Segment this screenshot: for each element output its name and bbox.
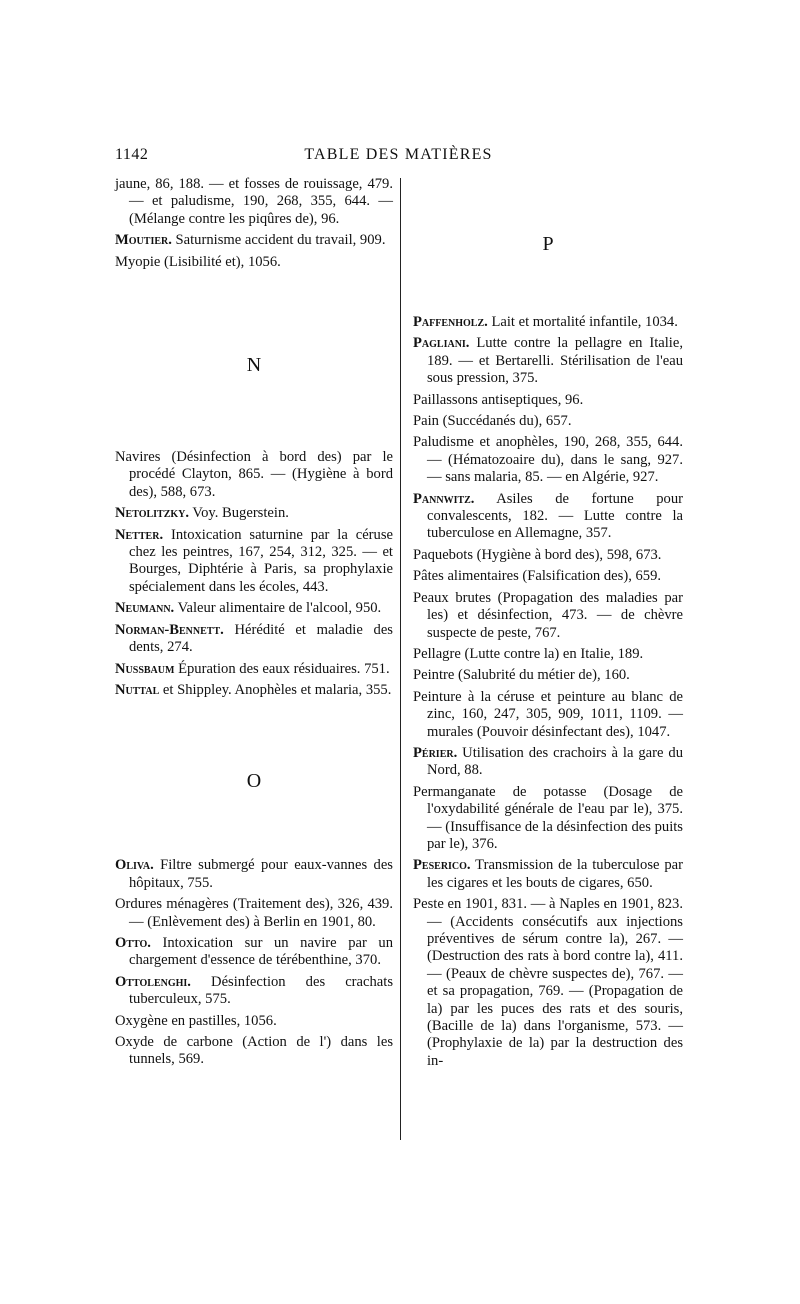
index-entry: Pâtes alimentaires (Falsification des), 659. bbox=[413, 568, 662, 585]
index-entry: Peinture à la céruse et peinture au blanc de zinc, 160, 247, 305, 909, 1011, 1109. — murales (Pouvoir désinfectant des), 1047. bbox=[413, 688, 683, 740]
entries-n bbox=[115, 449, 393, 699]
page-number: 1142 bbox=[115, 146, 149, 163]
index-entry: jaune, 86, 188. — et fosses de rouissage, 479. — et paludisme, 190, 268, 355, 644. — (Mélange contre les piqûres de), 96. bbox=[115, 176, 393, 227]
index-entry: Neumann. Valeur alimentaire de l'alcool, 950. bbox=[115, 600, 382, 617]
index-entry: Ordures ménagères (Traitement des), 326, 439. — (Enlèvement des) à Berlin en 1901, 80. bbox=[115, 896, 393, 930]
index-entry: Peintre (Salubrité du métier de), 160. bbox=[413, 667, 630, 684]
index-entry: Oxygène en pastilles, 1056. bbox=[115, 1012, 277, 1029]
index-entry: Myopie (Lisibilité et), 1056. bbox=[115, 253, 281, 270]
index-entry: Ottolenghi. Désinfection des crachats tuberculeux, 575. bbox=[115, 973, 393, 1008]
right-column bbox=[413, 176, 683, 1074]
index-entry: Paffenholz. Lait et mortalité infantile, 1034. bbox=[413, 314, 678, 330]
left-column bbox=[115, 176, 393, 1073]
running-title: TABLE DES MATIÈRES bbox=[304, 146, 493, 163]
entries-m bbox=[115, 176, 393, 271]
index-entry: Paludisme et anophèles, 190, 268, 355, 644. — (Hématozoaire du), dans le sang, 927. — sans malaria, 85. — en Algérie, 927. bbox=[413, 434, 683, 486]
section-letter-n: N bbox=[246, 354, 262, 377]
entries-o bbox=[115, 857, 393, 1068]
index-entry: Périer. Utilisation des crachoirs à la gare du Nord, 88. bbox=[413, 744, 683, 779]
index-entry: Oxyde de carbone (Action de l') dans les tunnels, 569. bbox=[115, 1033, 393, 1068]
entries-p bbox=[413, 314, 683, 1070]
index-entry: Peaux brutes (Propagation des maladies par les) et désinfection, 473. — de chèvre suspecte de peste, 767. bbox=[413, 589, 683, 641]
section-letter-o: O bbox=[246, 770, 262, 793]
index-entry: Permanganate de potasse (Dosage de l'oxydabilité générale de l'eau par le), 375. — (Insuffisance de la désinfection des puits par le), 376. bbox=[413, 783, 683, 852]
index-entry: Otto. Intoxication sur un navire par un chargement d'essence de térébenthine, 370. bbox=[115, 934, 393, 969]
index-entry: Nussbaum Épuration des eaux résiduaires. 751. bbox=[115, 660, 390, 677]
index-entry: Paillassons antiseptiques, 96. bbox=[413, 391, 584, 408]
index-entry: Peserico. Transmission de la tuberculose par les cigares et les bouts de cigares, 650. bbox=[413, 857, 683, 891]
index-entry: Pellagre (Lutte contre la) en Italie, 189. bbox=[413, 645, 644, 662]
section-letter-p: P bbox=[542, 233, 554, 255]
index-entry: Pain (Succédanés du), 657. bbox=[413, 413, 572, 430]
column-divider bbox=[400, 178, 401, 1140]
index-entry: Pagliani. Lutte contre la pellagre en Italie, 189. — et Bertarelli. Stérilisation de l'eau sous pression, 375. bbox=[413, 335, 683, 387]
index-entry: Oliva. Filtre submergé pour eaux-vannes des hôpitaux, 755. bbox=[115, 857, 393, 891]
index-entry: Navires (Désinfection à bord des) par le procédé Clayton, 865. — (Hygiène à bord des), 588, 673. bbox=[115, 449, 393, 500]
index-entry: Norman-Bennett. Hérédité et maladie des dents, 274. bbox=[115, 621, 393, 656]
index-entry: Pannwitz. Asiles de fortune pour convalescents, 182. — Lutte contre la tuberculose en Allemagne, 357. bbox=[413, 490, 683, 542]
index-entry: Moutier. Saturnisme accident du travail, 909. bbox=[115, 232, 386, 249]
index-entry: Nuttal et Shippley. Anophèles et malaria, 355. bbox=[115, 681, 392, 698]
index-entry: Paquebots (Hygiène à bord des), 598, 673. bbox=[413, 546, 662, 563]
index-entry: Peste en 1901, 831. — à Naples en 1901, 823. — (Accidents consécutifs aux injections préventives de sérum contre la), 267. — (Destruction des rats à bord contre la), 411. — (Peaux de chèvre suspectes de), 767. — et sa propagation, 769. — (Propagation de la) par les puces des rats et des souris, (Bacille de la) dans l'organisme, 573. — (Prophylaxie de la) par la destruction des in- bbox=[413, 896, 683, 1069]
index-entry: Netter. Intoxication saturnine par la céruse chez les peintres, 167, 254, 312, 325. — et Bourges, Diphtérie à Paris, sa prophylaxie spécialement dans les écoles, 443. bbox=[115, 526, 393, 595]
page-header bbox=[115, 146, 682, 168]
index-entry: Netolitzky. Voy. Bugerstein. bbox=[115, 505, 289, 522]
